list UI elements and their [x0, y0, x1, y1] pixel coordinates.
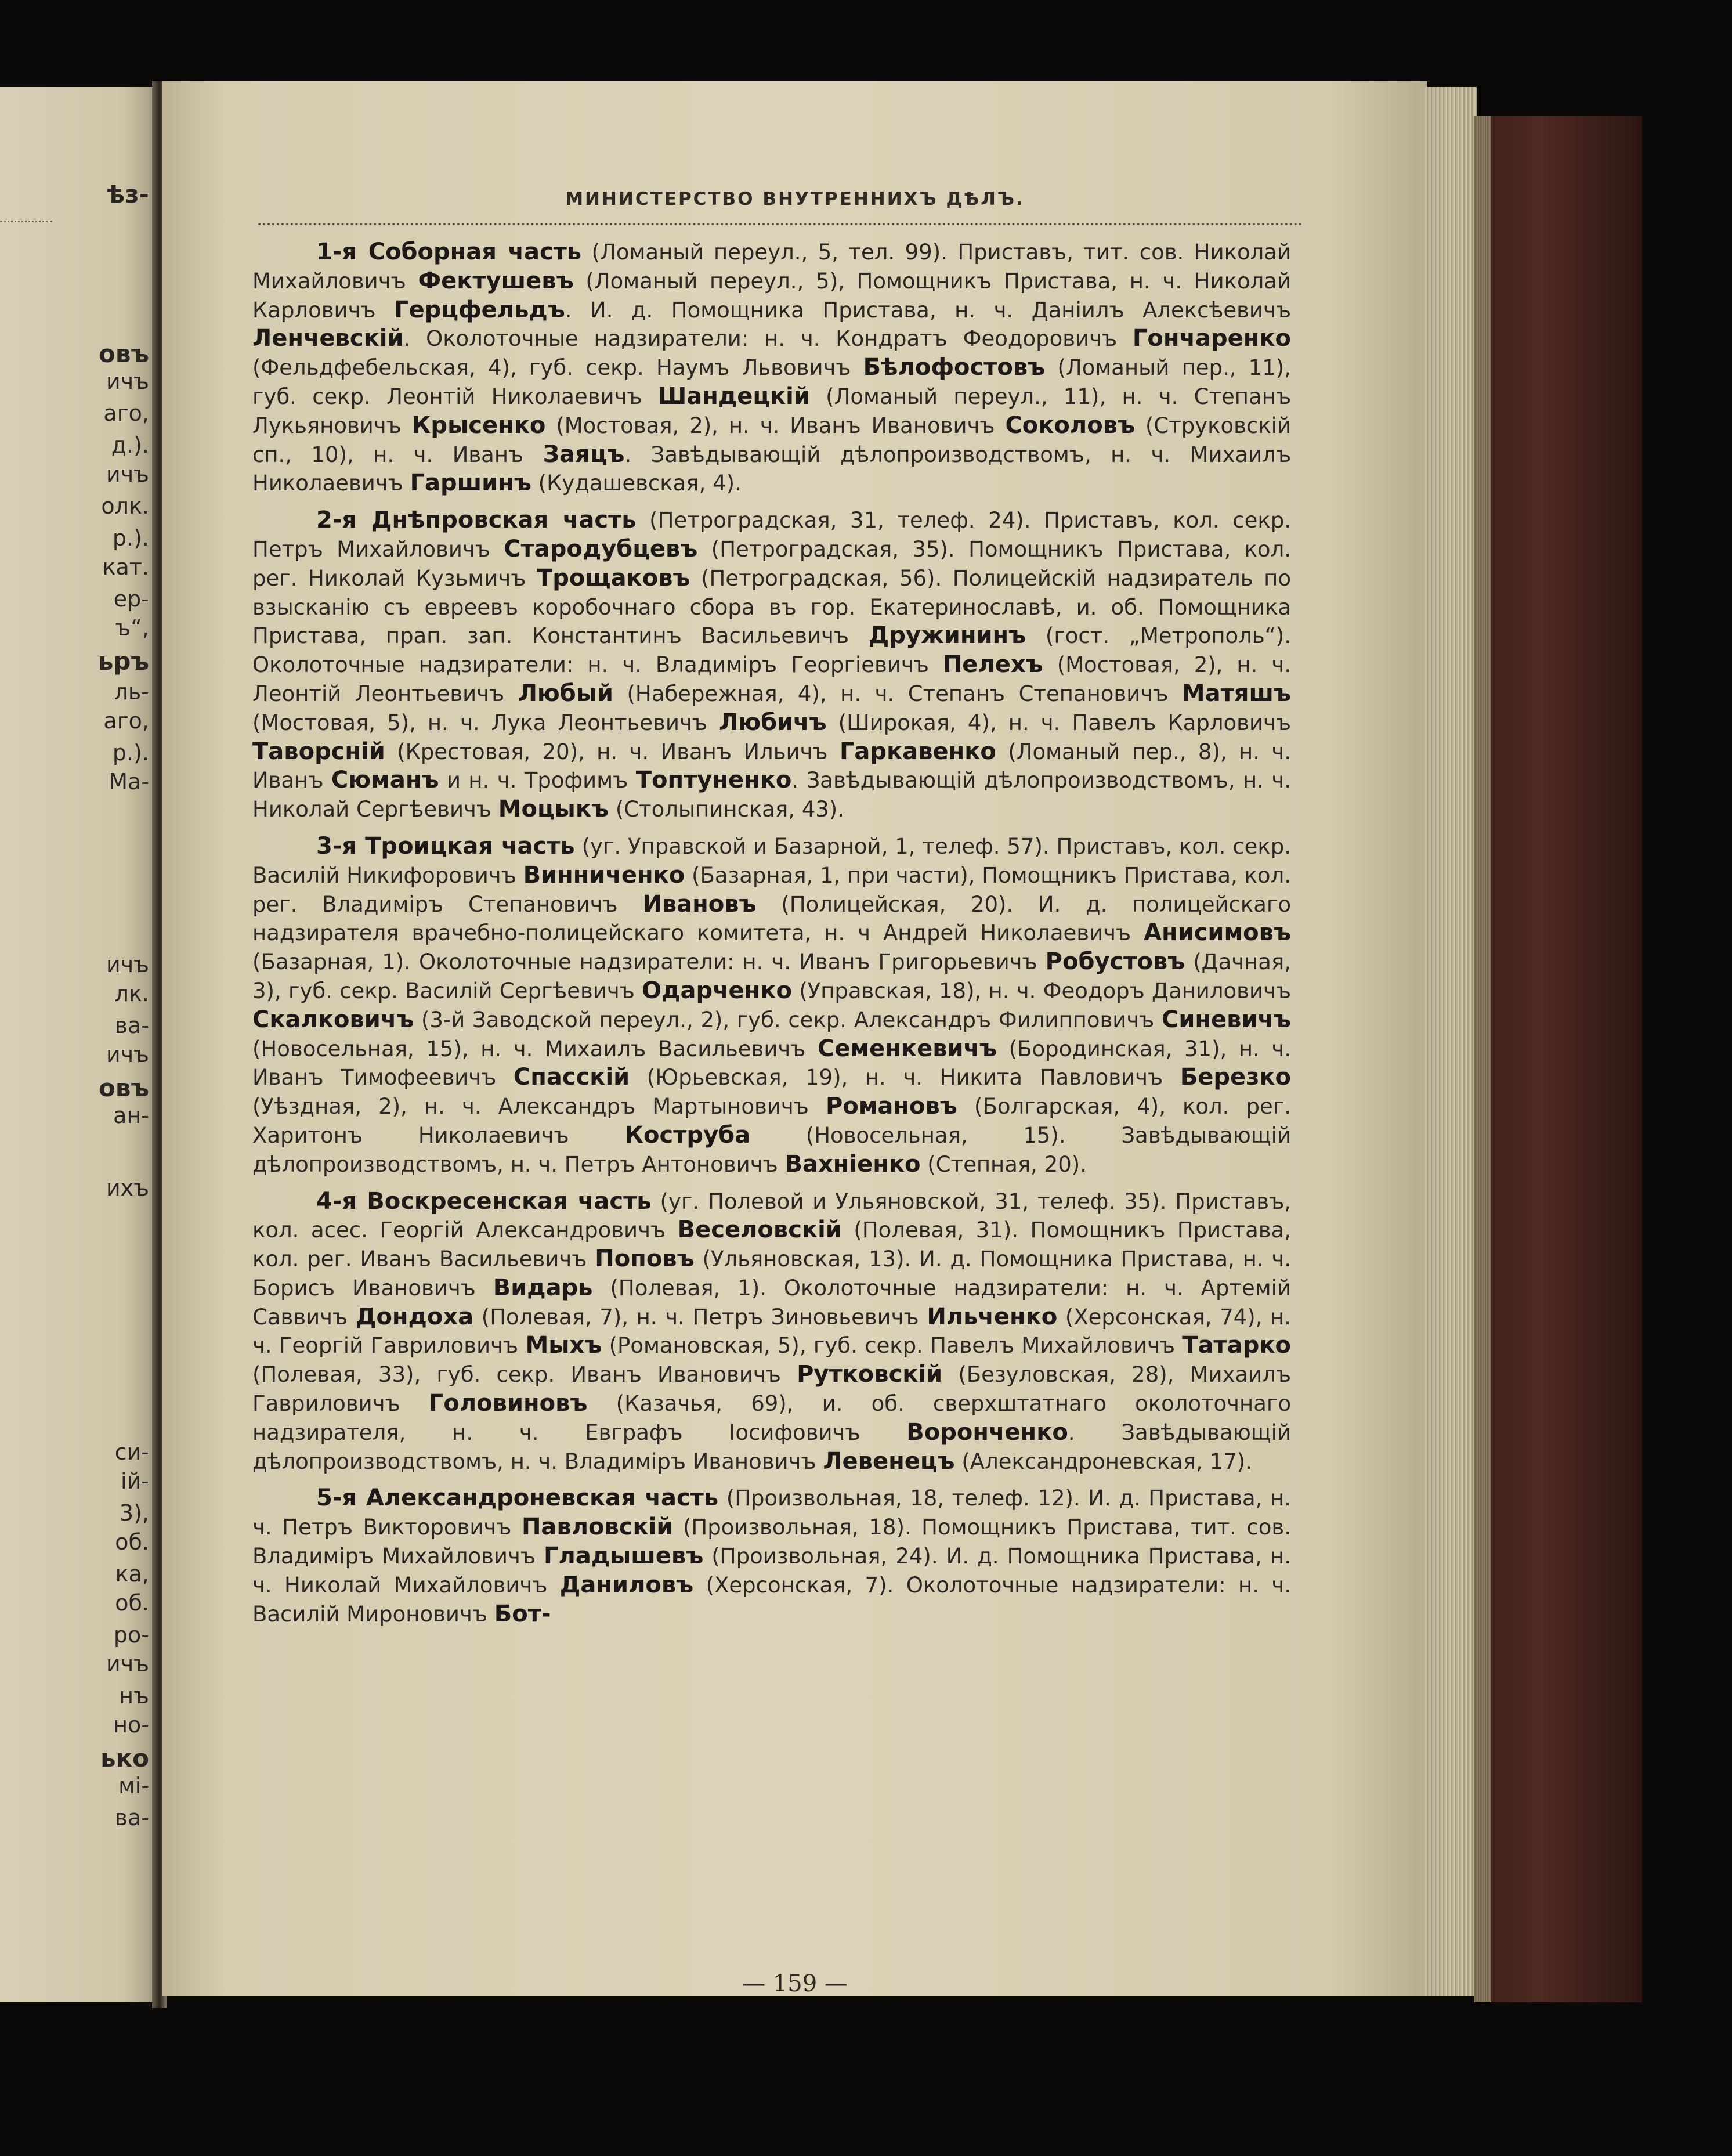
text-run: (Произвольная, 24). И. д. Помощника Пристава, н. ч. Николай Михайловичъ — [252, 1544, 1291, 1598]
left-page-line: Ма- — [109, 769, 149, 794]
text-run: (Новосельная, 15). Завѣдывающій дѣлопроизводствомъ, н. ч. Петръ Антоновичъ — [252, 1122, 1291, 1177]
text-run: (Крестовая, 20), н. ч. Иванъ Ильичъ — [385, 739, 840, 764]
bold-name: 1-я Соборная часть — [316, 239, 582, 265]
bold-name: Одарченко — [642, 977, 792, 1004]
left-page-line: ичъ — [106, 1042, 149, 1067]
bold-name: Трощаковъ — [536, 564, 690, 591]
left-page-line: ер- — [113, 586, 149, 612]
text-run: (Кудашевская, 4). — [531, 471, 742, 496]
left-page-line: ро- — [113, 1622, 149, 1648]
cover-edge — [1474, 116, 1491, 2002]
bold-name: 3-я Троицкая часть — [316, 832, 575, 859]
text-run: (Болгарская, 4), кол. рег. Харитонъ Николаевичъ — [252, 1094, 1291, 1148]
left-page-line: лк. — [114, 981, 149, 1006]
text-run: (Уѣздная, 2), н. ч. Александръ Мартыновичъ — [252, 1094, 826, 1119]
left-page-line: аго, — [103, 708, 149, 734]
text-run: . Околоточные надзиратели: н. ч. Кондратъ Феодоровичъ — [403, 326, 1133, 352]
bold-name: 5-я Александроневская часть — [316, 1485, 719, 1512]
text-run: . Завѣдывающій дѣлопроизводствомъ, н. ч. Михаилъ Николаевичъ — [252, 442, 1291, 496]
bold-name: Герцфельдъ — [394, 296, 565, 323]
left-page-rule — [0, 209, 52, 222]
bold-name: Стародубцевъ — [504, 535, 698, 562]
bold-name: Соколовъ — [1005, 411, 1136, 439]
bold-name: Павловскій — [521, 1514, 673, 1541]
bold-name: Веселовскій — [677, 1216, 842, 1244]
left-page-line: ичъ — [106, 461, 149, 487]
text-run: (Фельдфебельская, 4), губ. секр. Наумъ Львовичъ — [252, 355, 863, 381]
left-page-line: ва- — [114, 1805, 149, 1830]
section-paragraph — [252, 506, 1291, 824]
text-run: (Херсонская, 74), н. ч. Георгій Гавриловичъ — [252, 1304, 1291, 1359]
left-page-line: нъ — [119, 1683, 149, 1709]
bold-name: Моцыкъ — [498, 796, 609, 823]
left-page-line: ичъ — [106, 1651, 149, 1677]
left-page-line: ьръ — [97, 647, 149, 676]
left-page-line: ъ“, — [115, 615, 149, 641]
text-run: (Управская, 18), н. ч. Феодоръ Даниловичъ — [791, 978, 1291, 1003]
text-run: (Петроградская, 35). Помощникъ Пристава, кол. рег. Николай Кузьмичъ — [252, 536, 1291, 591]
left-page-line: ичъ — [106, 369, 149, 394]
left-page-line: ій- — [121, 1468, 149, 1494]
bold-name: Видарь — [493, 1274, 593, 1301]
left-page-line: аго, — [103, 400, 149, 426]
left-page-line: ва- — [114, 1013, 149, 1038]
bold-name: Даниловъ — [559, 1571, 694, 1598]
left-page-line: р.). — [112, 740, 149, 765]
bold-name: Коструба — [624, 1121, 751, 1149]
bold-name: Любый — [518, 680, 613, 707]
text-run: . Завѣдывающій дѣлопроизводствомъ, н. ч. Владиміръ Ивановичъ — [252, 1420, 1291, 1474]
text-run: (Струковскій сп., 10), н. ч. Иванъ — [252, 413, 1291, 467]
text-run: (Безуловская, 28), Михаилъ Гавриловичъ — [252, 1362, 1291, 1417]
bold-name: Синевичъ — [1161, 1006, 1291, 1033]
bold-name: Фектушевъ — [418, 267, 574, 294]
bold-name: Скалковичъ — [252, 1006, 414, 1033]
bold-name: Заяцъ — [543, 440, 625, 468]
bold-name: Березко — [1180, 1064, 1291, 1091]
text-run: (Петроградская, 31, телеф. 24). Приставъ, кол. секр. Петръ Михайловичъ — [252, 508, 1291, 562]
page-stack-edge — [1424, 87, 1477, 1996]
bold-name: Робустовъ — [1045, 948, 1185, 976]
page-body — [252, 238, 1291, 1637]
bold-name: Анисимовъ — [1144, 919, 1291, 947]
text-run: (Ломаный пер., 11), губ. секр. Леонтій Николаевичъ — [252, 355, 1291, 409]
text-run: (Произвольная, 18). Помощникъ Пристава, тит. сов. Владиміръ Михайловичъ — [252, 1515, 1291, 1569]
bold-name: Крысенко — [411, 411, 546, 439]
section-paragraph — [252, 238, 1291, 498]
text-run: и н. ч. Трофимъ — [439, 768, 636, 793]
header-rule — [258, 215, 1303, 225]
text-run: . И. д. Помощника Пристава, н. ч. Даніилъ Алексѣевичъ — [565, 297, 1291, 323]
left-page-line: ько — [100, 1744, 149, 1772]
text-run: (Произвольная, 18, телеф. 12). И. д. Пристава, н. ч. Петръ Викторовичъ — [252, 1486, 1291, 1540]
text-run: (Дачная, 3), губ. секр. Василій Сергѣевичъ — [252, 949, 1291, 1003]
bold-name: 2-я Днѣпровская часть — [316, 507, 637, 534]
bold-name: Головиновъ — [428, 1390, 588, 1417]
bold-name: Гладышевъ — [544, 1543, 704, 1570]
text-run: (Ломаный пер., 8), н. ч. Иванъ — [252, 739, 1291, 793]
bold-name: Бѣлофостовъ — [863, 354, 1046, 381]
text-run: (уг. Управской и Базарной, 1, телеф. 57). Приставъ, кол. секр. Василій Никифоровичъ — [252, 833, 1291, 888]
bold-name: Вахніенко — [784, 1150, 921, 1178]
text-run: (Базарная, 1, при части), Помощникъ Пристава, кол. рег. Владиміръ Степановичъ — [252, 862, 1291, 917]
bold-name: Пелехъ — [942, 651, 1043, 678]
text-run: (Херсонская, 7). Околоточные надзиратели: н. ч. Василій Мироновичъ — [252, 1572, 1291, 1627]
section-paragraph — [252, 1187, 1291, 1476]
left-page-line: ан- — [113, 1103, 149, 1128]
left-page-line: ль- — [114, 679, 149, 705]
book-page — [162, 81, 1427, 1996]
section-paragraph — [252, 1484, 1291, 1628]
text-run: (Ломаный переул., 5), Помощникъ Пристава, н. ч. Николай Карловичъ — [252, 268, 1291, 323]
left-page-line: кат. — [102, 554, 149, 580]
bold-name: Мыхъ — [525, 1332, 602, 1359]
left-page-line: 3), — [119, 1500, 149, 1526]
text-run: (Ломаный переул., 5, тел. 99). Приставъ, тит. сов. Николай Михайловичъ — [252, 240, 1291, 294]
bold-name: Гаркавенко — [839, 738, 996, 765]
bold-name: Винниченко — [523, 861, 685, 889]
left-page-line: мі- — [118, 1773, 149, 1799]
left-page-line: овъ — [99, 1074, 149, 1102]
left-page-line: олк. — [101, 493, 149, 519]
bold-name: Рутковскій — [797, 1361, 943, 1388]
text-run: (уг. Полевой и Ульяновской, 31, телеф. 35). Приставъ, кол. асес. Георгій Александровичъ — [252, 1189, 1291, 1243]
text-run: (Полевая, 33), губ. секр. Иванъ Ивановичъ — [252, 1362, 797, 1388]
bold-name: Семенкевичъ — [817, 1035, 997, 1062]
bold-name: Гаршинъ — [410, 470, 531, 497]
bold-name: Сюманъ — [331, 767, 439, 794]
left-page-line: овъ — [99, 340, 149, 368]
book-cover — [1474, 116, 1642, 2002]
text-run: (Новосельная, 15), н. ч. Михаилъ Васильевичъ — [252, 1036, 818, 1061]
text-run: (Романовская, 5), губ. секр. Павелъ Михайловичъ — [602, 1333, 1183, 1359]
text-run: (Юрьевская, 19), н. ч. Никита Павловичъ — [630, 1065, 1180, 1090]
section-paragraph — [252, 832, 1291, 1179]
text-run: (Мостовая, 2), н. ч. Иванъ Ивановичъ — [545, 413, 1006, 438]
bold-name: Ивановъ — [642, 890, 757, 918]
text-run: (Степная, 20). — [920, 1151, 1087, 1177]
bold-name: Татарко — [1182, 1332, 1291, 1359]
bold-name: Матяшъ — [1181, 680, 1291, 707]
text-run: (Набережная, 4), н. ч. Степанъ Степановичъ — [613, 681, 1182, 706]
bold-name: Левенецъ — [823, 1447, 955, 1475]
bold-name: Дондоха — [355, 1303, 474, 1330]
text-run: (Ульяновская, 13). И. д. Помощника Пристава, н. ч. Борисъ Ивановичъ — [252, 1247, 1292, 1301]
left-page-line: д.). — [111, 432, 149, 458]
text-run: (Широкая, 4), н. ч. Павелъ Карловичъ — [826, 710, 1291, 735]
running-header: МИНИСТЕРСТВО ВНУТРЕННИХЪ ДѢЛЪ. — [565, 189, 1025, 210]
left-page-line: об. — [115, 1529, 149, 1555]
left-page-line: ичъ — [106, 952, 149, 977]
text-run: (Базарная, 1). Околоточные надзиратели: н. ч. Иванъ Григорьевичъ — [252, 949, 1046, 975]
page-number: — 159 — — [742, 1970, 848, 1997]
bold-name: Ильченко — [927, 1303, 1058, 1330]
text-run: (Бородинская, 31), н. ч. Иванъ Тимофеевичъ — [252, 1036, 1291, 1090]
bold-name: Романовъ — [825, 1093, 957, 1120]
left-page-line: об. — [115, 1590, 149, 1616]
left-page-line: ихъ — [106, 1175, 149, 1201]
text-run: (Казачья, 69), и. об. сверхштатнаго околоточнаго надзирателя, н. ч. Евграфъ Іосифовичъ — [252, 1391, 1291, 1445]
bold-name: Гончаренко — [1132, 325, 1291, 352]
text-run: (Столыпинская, 43). — [609, 797, 844, 822]
left-page-line: ка, — [115, 1561, 149, 1587]
text-run: (Мостовая, 5), н. ч. Лука Леонтьевичъ — [252, 710, 719, 735]
text-run: (Мостовая, 2), н. ч. Леонтій Леонтьевичъ — [252, 652, 1291, 706]
text-run: (Полевая, 31). Помощникъ Пристава, кол. рег. Иванъ Васильевичъ — [252, 1218, 1291, 1272]
text-run: (Петроградская, 56). Полицейскій надзиратель по взысканію съ евреевъ коробочнаго сбора въ гор. Екатеринославѣ, и. об. Помощника Пристава, прап. зап. Константинъ Васильевичъ — [252, 565, 1291, 649]
left-page-line: си- — [114, 1439, 149, 1465]
left-page-line: но- — [113, 1712, 149, 1738]
bold-name: Спасскій — [513, 1064, 630, 1091]
bold-name: Дружининъ — [868, 622, 1026, 649]
bold-name: Шандецкій — [657, 382, 810, 410]
bold-name: Таворсній — [252, 738, 385, 765]
text-run: (Ломаный переул., 11), н. ч. Степанъ Лукьяновичъ — [252, 384, 1291, 438]
bold-name: Бот- — [494, 1600, 551, 1627]
text-run: (Александроневская, 17). — [954, 1449, 1252, 1474]
bold-name: Воронченко — [906, 1418, 1068, 1446]
bold-name: Ленчевскій — [252, 325, 404, 352]
text-run: (Полевая, 7), н. ч. Петръ Зиновьевичъ — [473, 1304, 927, 1330]
text-run: (Полевая, 1). Околоточные надзиратели: н. ч. Артемій Саввичъ — [252, 1275, 1291, 1330]
bold-name: Топтуненко — [635, 767, 792, 794]
text-run: (3-й Заводской переул., 2), губ. секр. Александръ Филипповичъ — [414, 1007, 1162, 1032]
left-page-line: р.). — [112, 525, 149, 551]
bold-name: Поповъ — [595, 1245, 695, 1273]
left-page-line: ѣз- — [107, 180, 149, 208]
bold-name: Любичъ — [718, 709, 827, 736]
left-page-fragment — [0, 87, 154, 2002]
text-run: . Завѣдывающій дѣлопроизводствомъ, н. ч. Николай Сергѣевичъ — [252, 768, 1291, 822]
text-run: (Полицейская, 20). И. д. полицейскаго надзирателя врачебно-полицейскаго комитета, н. ч Андрей Николаевичъ — [252, 891, 1291, 946]
text-run: (гост. „Метрополь“). Околоточные надзиратели: н. ч. Владиміръ Георгіевичъ — [252, 623, 1291, 678]
bold-name: 4-я Воскресенская часть — [316, 1187, 652, 1215]
